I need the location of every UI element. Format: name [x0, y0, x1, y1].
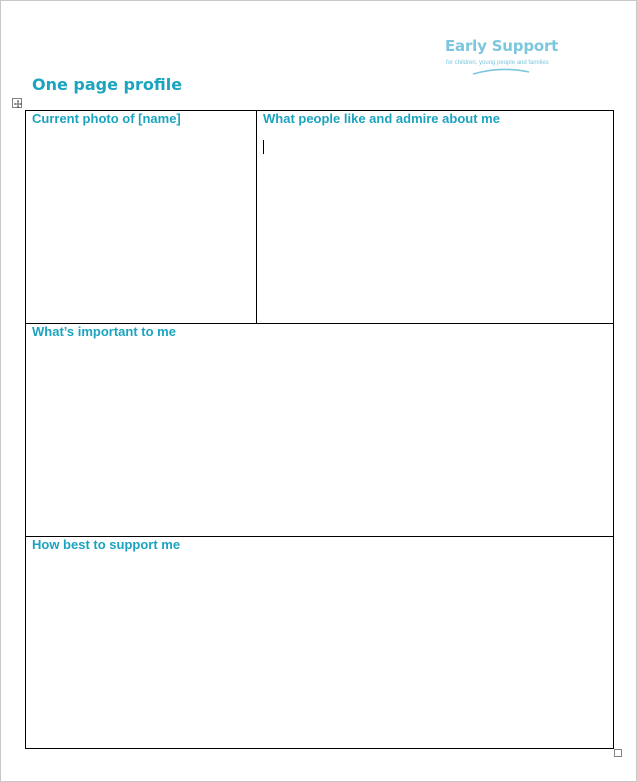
- cell-how-best-to-support[interactable]: [25, 536, 614, 749]
- logo-swoosh-icon: [471, 66, 531, 76]
- cell-label-support: How best to support me: [32, 537, 181, 552]
- cell-label-admire: What people like and admire about me: [263, 111, 500, 126]
- table-move-handle[interactable]: [12, 98, 22, 108]
- cell-label-important: What’s important to me: [32, 324, 176, 339]
- move-arrows-icon: [13, 99, 23, 109]
- logo-title: Early Support: [445, 37, 559, 55]
- table-resize-handle[interactable]: [614, 749, 622, 757]
- cell-label-photo: Current photo of [name]: [32, 111, 181, 126]
- early-support-logo: [441, 35, 563, 79]
- text-caret: [263, 140, 264, 154]
- cell-current-photo[interactable]: [25, 110, 257, 324]
- cell-what-people-admire[interactable]: [256, 110, 614, 324]
- logo-tagline: for children, young people and families: [446, 60, 549, 66]
- cell-whats-important[interactable]: [25, 323, 614, 537]
- page-title: One page profile: [32, 75, 183, 94]
